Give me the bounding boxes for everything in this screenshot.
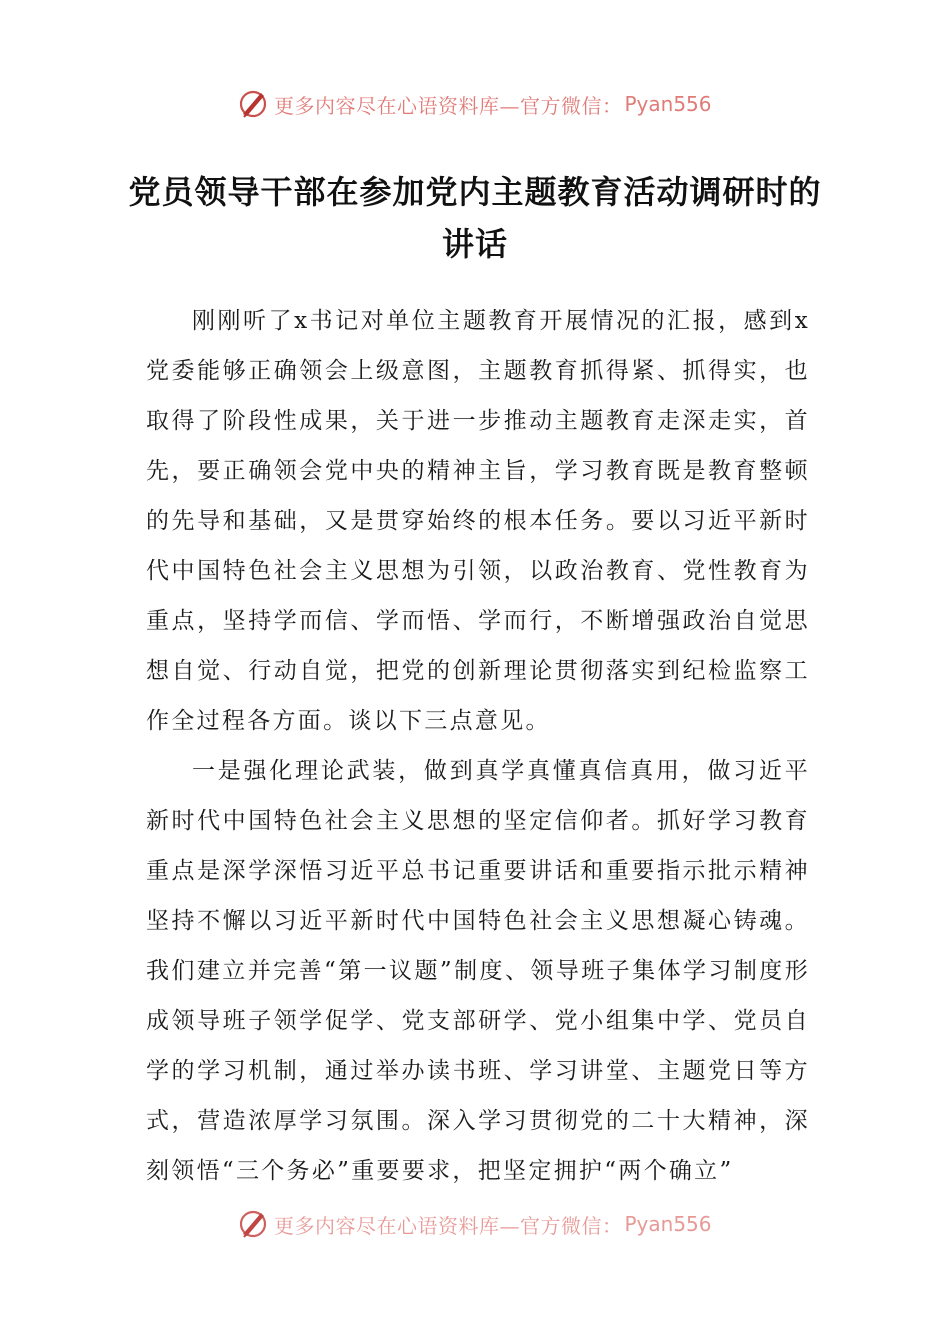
watermark-wechat-id: Pyan556 [624, 92, 712, 116]
quill-pen-logo-icon [236, 1207, 270, 1241]
watermark-header [236, 84, 712, 124]
paragraph: 一是强化理论武装，做到真学真懂真信真用，做习近平新时代中国特色社会主义思想的坚定信仰者。抓好学习教育重点是深学深悟习近平总书记重要讲话和重要指示批示精神坚持不懈以习近平新时代中国特色社会主义思想凝心铸魂。我们建立并完善“第一议题”制度、领导班子集体学习制度形成领导班子领学促学、党支部研学、党小组集中学、党员自学的学习机制，通过举办读书班、学习讲堂、主题党日等方式，营造浓厚学习氛围。深入学习贯彻党的二十大精神，深刻领悟“三个务必”重要要求，把坚定拥护“两个确立” [146, 758, 810, 1184]
watermark-text: 更多内容尽在心语资料库—官方微信： [274, 1213, 623, 1238]
quill-pen-logo-icon [236, 87, 270, 121]
watermark-wechat-id: Pyan556 [624, 1212, 712, 1236]
watermark-footer [236, 1204, 712, 1244]
document-title: 党员领导干部在参加党内主题教育活动调研时的讲话 [128, 173, 822, 263]
document-body [146, 296, 810, 1196]
paragraph: 刚刚听了x书记对单位主题教育开展情况的汇报，感到x党委能够正确领会上级意图，主题教育抓得紧、抓得实，也取得了阶段性成果，关于进一步推动主题教育走深走实，首先，要正确领会党中央的精神主旨，学习教育既是教育整顿的先导和基础，又是贯穿始终的根本任务。要以习近平新时代中国特色社会主义思想为引领，以政治教育、党性教育为重点，坚持学而信、学而悟、学而行，不断增强政治自觉思想自觉、行动自觉，把党的创新理论贯彻落实到纪检监察工作全过程各方面。谈以下三点意见。 [146, 308, 810, 734]
watermark-text: 更多内容尽在心语资料库—官方微信： [274, 93, 623, 118]
